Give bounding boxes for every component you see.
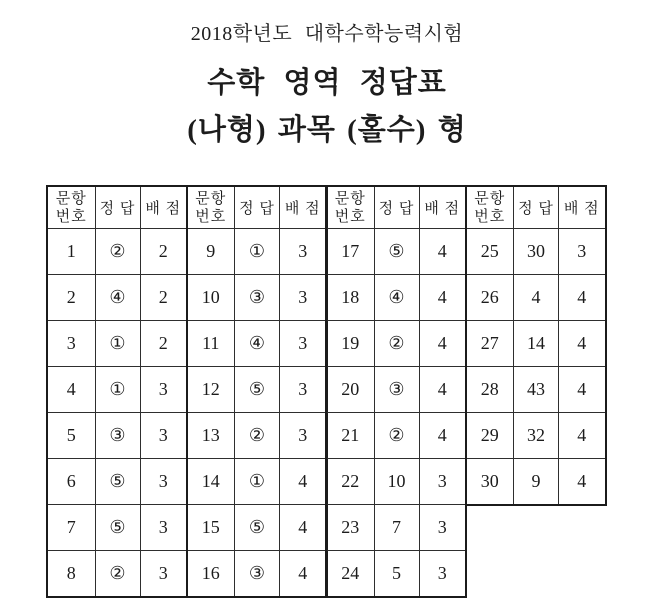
answer-cell: ② — [374, 321, 419, 367]
answer-header: 정 답 — [514, 186, 559, 229]
answer-cell: ④ — [95, 275, 140, 321]
answer-cell: ③ — [374, 367, 419, 413]
points-cell: 3 — [280, 413, 327, 459]
answer-cell: 7 — [374, 505, 419, 551]
answer-cell: ⑤ — [235, 367, 280, 413]
question-number-header — [326, 186, 374, 229]
question-number-header-line1: 문항 — [195, 190, 227, 207]
header-row — [187, 186, 327, 229]
question-number-header-line1: 문항 — [55, 190, 87, 207]
table-row — [326, 321, 466, 367]
points-cell: 3 — [140, 551, 187, 598]
points-cell: 4 — [559, 459, 606, 506]
question-number-cell: 10 — [187, 275, 235, 321]
table-row — [187, 413, 327, 459]
answer-cell: ④ — [374, 275, 419, 321]
answer-cell: ① — [235, 229, 280, 275]
answer-cell: ③ — [235, 275, 280, 321]
points-cell: 3 — [140, 413, 187, 459]
question-number-cell: 3 — [47, 321, 95, 367]
points-cell: 2 — [140, 275, 187, 321]
answer-cell: 4 — [514, 275, 559, 321]
points-cell: 4 — [559, 413, 606, 459]
table-row — [187, 275, 327, 321]
question-number-cell: 6 — [47, 459, 95, 505]
question-number-cell: 7 — [47, 505, 95, 551]
question-number-header-line2: 번호 — [195, 208, 227, 225]
table-row — [326, 413, 466, 459]
table-row — [47, 551, 187, 598]
header-row — [47, 186, 187, 229]
exam-year-title: 2018학년도 대학수학능력시험 — [190, 23, 464, 45]
question-number-cell: 24 — [326, 551, 374, 598]
points-cell: 2 — [140, 321, 187, 367]
question-number-cell: 9 — [187, 229, 235, 275]
question-number-header-line1: 문항 — [334, 190, 366, 207]
table-row — [466, 321, 606, 367]
question-number-cell: 20 — [326, 367, 374, 413]
answer-cell: 5 — [374, 551, 419, 598]
points-cell: 4 — [419, 367, 466, 413]
points-cell: 3 — [280, 229, 327, 275]
question-number-cell: 15 — [187, 505, 235, 551]
table-row — [466, 367, 606, 413]
answer-cell: 14 — [514, 321, 559, 367]
answer-cell: ⑤ — [235, 505, 280, 551]
section-title: 수학 영역 정답표 — [207, 67, 447, 99]
points-cell: 3 — [140, 505, 187, 551]
points-cell: 3 — [419, 551, 466, 598]
question-number-header-line2: 번호 — [55, 208, 87, 225]
answer-cell: 32 — [514, 413, 559, 459]
answer-table-group-2 — [186, 185, 328, 598]
table-row — [47, 413, 187, 459]
answer-cell: ② — [374, 413, 419, 459]
question-number-cell: 25 — [466, 229, 514, 275]
table-row — [326, 551, 466, 598]
question-number-cell: 12 — [187, 367, 235, 413]
points-cell: 4 — [419, 321, 466, 367]
table-row — [47, 321, 187, 367]
points-header: 배 점 — [280, 186, 327, 229]
question-number-cell: 13 — [187, 413, 235, 459]
answer-cell: 30 — [514, 229, 559, 275]
answer-cell: ① — [95, 367, 140, 413]
question-number-cell: 26 — [466, 275, 514, 321]
question-number-cell: 23 — [326, 505, 374, 551]
answer-cell: 43 — [514, 367, 559, 413]
question-number-cell: 28 — [466, 367, 514, 413]
table-row — [326, 459, 466, 505]
question-number-cell: 8 — [47, 551, 95, 598]
points-cell: 3 — [559, 229, 606, 275]
header-row — [466, 186, 606, 229]
answer-table-group-4 — [465, 185, 607, 506]
question-number-cell: 5 — [47, 413, 95, 459]
header-row — [326, 186, 466, 229]
points-cell: 4 — [280, 551, 327, 598]
question-number-cell: 16 — [187, 551, 235, 598]
question-number-header-line2: 번호 — [334, 208, 366, 225]
question-number-header-line2: 번호 — [474, 208, 506, 225]
answer-cell: ② — [95, 229, 140, 275]
table-row — [187, 459, 327, 505]
question-number-cell: 21 — [326, 413, 374, 459]
question-number-cell: 22 — [326, 459, 374, 505]
points-cell: 4 — [419, 275, 466, 321]
points-cell: 4 — [559, 367, 606, 413]
answer-cell: ⑤ — [374, 229, 419, 275]
answer-cell: ② — [95, 551, 140, 598]
table-row — [187, 321, 327, 367]
table-row — [187, 229, 327, 275]
question-number-cell: 1 — [47, 229, 95, 275]
subject-type-title: (나형) 과목 (홀수) 형 — [187, 114, 467, 146]
question-number-cell: 30 — [466, 459, 514, 506]
table-row — [47, 459, 187, 505]
table-row — [47, 367, 187, 413]
table-row — [47, 229, 187, 275]
answer-cell: ⑤ — [95, 459, 140, 505]
points-header: 배 점 — [140, 186, 187, 229]
table-row — [47, 275, 187, 321]
question-number-cell: 18 — [326, 275, 374, 321]
question-number-header — [466, 186, 514, 229]
table-row — [47, 505, 187, 551]
table-row — [466, 229, 606, 275]
question-number-header — [47, 186, 95, 229]
points-header: 배 점 — [559, 186, 606, 229]
question-number-cell: 27 — [466, 321, 514, 367]
answer-header: 정 답 — [235, 186, 280, 229]
question-number-cell: 14 — [187, 459, 235, 505]
table-row — [187, 551, 327, 598]
answer-cell: ⑤ — [95, 505, 140, 551]
answer-cell: ③ — [235, 551, 280, 598]
table-row — [466, 275, 606, 321]
points-cell: 3 — [280, 367, 327, 413]
points-cell: 4 — [419, 413, 466, 459]
points-cell: 4 — [559, 321, 606, 367]
points-cell: 3 — [140, 459, 187, 505]
points-cell: 3 — [280, 275, 327, 321]
answer-header: 정 답 — [374, 186, 419, 229]
table-row — [326, 229, 466, 275]
points-cell: 2 — [140, 229, 187, 275]
answer-header: 정 답 — [95, 186, 140, 229]
table-row — [187, 367, 327, 413]
question-number-cell: 19 — [326, 321, 374, 367]
question-number-cell: 11 — [187, 321, 235, 367]
question-number-header — [187, 186, 235, 229]
answer-cell: ④ — [235, 321, 280, 367]
points-cell: 3 — [280, 321, 327, 367]
question-number-header-line1: 문항 — [474, 190, 506, 207]
answer-cell: 10 — [374, 459, 419, 505]
points-cell: 4 — [559, 275, 606, 321]
table-row — [326, 505, 466, 551]
answer-cell: 9 — [514, 459, 559, 506]
question-number-cell: 2 — [47, 275, 95, 321]
points-cell: 3 — [419, 505, 466, 551]
points-cell: 4 — [280, 505, 327, 551]
table-row — [466, 459, 606, 506]
answer-table-group-3 — [325, 185, 467, 598]
answer-cell: ② — [235, 413, 280, 459]
points-header: 배 점 — [419, 186, 466, 229]
table-row — [466, 413, 606, 459]
table-row — [326, 275, 466, 321]
answer-table-group-1 — [46, 185, 188, 598]
question-number-cell: 4 — [47, 367, 95, 413]
points-cell: 4 — [280, 459, 327, 505]
answer-cell: ① — [235, 459, 280, 505]
answer-table — [46, 185, 654, 598]
table-row — [187, 505, 327, 551]
answer-cell: ① — [95, 321, 140, 367]
answer-cell: ③ — [95, 413, 140, 459]
points-cell: 3 — [419, 459, 466, 505]
question-number-cell: 29 — [466, 413, 514, 459]
points-cell: 3 — [140, 367, 187, 413]
points-cell: 4 — [419, 229, 466, 275]
question-number-cell: 17 — [326, 229, 374, 275]
table-row — [326, 367, 466, 413]
